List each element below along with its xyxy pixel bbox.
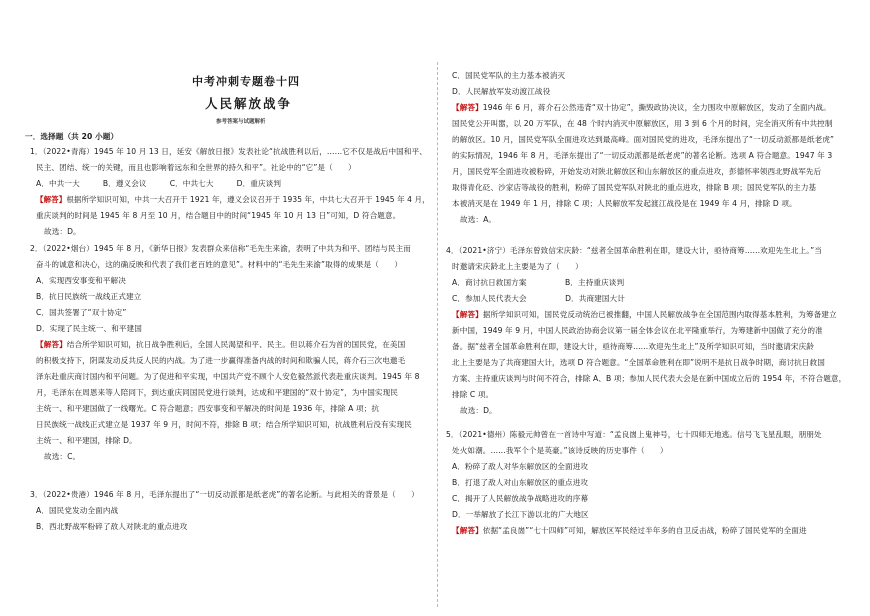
answer-text: 1946 年 6 月，蒋介石公然违背“双十协定”，撕毁政协决议，全力围攻中原解放区，发动了全面内战。 [482,103,831,112]
answer-line [36,340,405,350]
text-line: 国民党公开叫嚣，以 20 万军队，在 48 个时内消灭中原解放区，用 3 到 6 个月的时间，完全消灭所有中共控制 [452,119,833,128]
option-line: C．国民党军队的主力基本被消灭 [452,71,566,80]
choice-line: 故选：C。 [44,452,81,461]
option-line: D．一举解放了长江下游以北的广大地区 [452,510,589,519]
text-line: 时邀请宋庆龄北上主要是为了（ ） [452,262,583,271]
text-line: 北上主要是为了共商建国大计，选项 D 符合题意。“全国革命胜利在即”说明不是抗日战争时期，商讨抗日救国 [452,358,825,367]
section-heading: 一．选择题（共 20 小题） [25,132,119,141]
text-line: 民主、团结、统一的关键，而且也影响着远东和全世界的持久和平”。社论中的“它”是（ ） [36,163,356,172]
option-line: A．粉碎了敌人对华东解放区的全面进攻 [452,462,589,471]
text-line: 3．（2022•贵港）1946 年 8 月，毛泽东提出了“一切反动派都是纸老虎”的著名论断。与此相关的背景是（ ） [30,490,419,499]
option-line: B．打退了敌人对山东解放区的重点进攻 [452,478,589,487]
text-line: 月，毛泽东在周恩来等人陪同下，到达重庆同国民党进行谈判，达成和平建国的“双十协定”，为中国实现民 [36,388,398,397]
answer-tag: 【解答】 [452,310,483,319]
text-line: 的解放区。10 月，国民党军队全面进攻达到最高峰。面对国民党的进攻，毛泽东提出了“一切反动派都是纸老虎” [452,135,835,144]
text-line: 重庆谈判的时间是 1945 年 8 月至 10 月，结合题目中的时间“1945 年 10 月 13 日”可知，D 符合题意。 [36,211,401,220]
option-line: A．中共一大 B．遵义会议 C．中共七大 D．重庆谈判 [36,179,282,188]
option-line: D．人民解放军发动渡江战役 [452,87,551,96]
text-line: 排除 C 项。 [452,390,494,399]
doc-note: 参考答案与试题解析 [216,119,266,125]
text-line: 泽东赴重庆商讨国内和平问题。为了促进和平实现，中国共产党不顾个人安危毅然派代表赴重庆谈判。1945 年 8 [36,372,420,381]
answer-line [36,195,430,205]
option-line: C．国共签署了“双十协定” [36,308,127,317]
answer-text: 结合所学知识可知，抗日战争胜利后，全国人民渴望和平、民主。但以蒋介石为首的国民党，在美国 [66,340,406,349]
text-line: 日民族统一战线正式建立是 1937 年 9 月，时间不符，排除 B 项；结合所学知识可知，抗战胜利后没有实现民 [36,420,412,429]
answer-line [452,526,807,536]
doc-subtitle: 人民解放战争 [205,96,293,111]
text-line: 主统一、和平建国，排除 D。 [36,436,137,445]
answer-line [452,103,831,113]
text-line: 方案、主持重庆谈判与时间不符合，排除 A、B 项；参加人民代表大会是在新中国成立后的 1954 年，不符合题意， [452,374,847,383]
text-line: 备。据“兹者全国革命胜利在即，建设大计，亟待商筹……欢迎先生北上”及所学知识可知，当时邀请宋庆龄 [452,342,814,351]
text-line: 5．（2021•德州）陈毅元帅曾在一首诗中写道：“孟良崮上鬼神号，七十四师无地逃。信号飞飞星乱眼，朋朋处 [446,430,822,439]
option-line: C．揭开了人民解放战争战略进攻的序幕 [452,494,589,503]
answer-line [452,310,837,320]
answer-tag: 【解答】 [452,526,483,535]
text-line: 主统一、和平建国做了一线曙光。C 符合题意；西安事变和平解决的时间是 1936 年，排除 A 项；抗 [36,404,380,413]
text-line: 1．（2022•青海）1945 年 10 月 13 日，延安《解放日报》发表社论“抗战胜利以后，……它不仅是战后中国和平、 [30,147,427,156]
text-line: 奋斗的诚意和决心，这的确反映和代表了我们老百姓的意见”。材料中的“毛先生来渝”取得的成果是（ ） [36,260,403,269]
option-line: A．实现西安事变和平解决 [36,276,126,285]
option-line: A．国民党发动全面内战 [36,506,119,515]
answer-text: 据所学知识可知，国民党反动统治已被推翻，中国人民解放战争在全国范围内取得基本胜利，为筹备建立 [482,310,837,319]
text-line: 本被消灭是在 1949 年 1 月，排除 C 项；人民解放军发起渡江战役是在 1949 年 4 月，排除 D 项。 [452,199,797,208]
doc-title: 中考冲刺专题卷十四 [192,75,300,88]
option-line: B．抗日民族统一战线正式建立 [36,292,142,301]
answer-text: 依据“孟良崮”“七十四师”可知，解放区军民经过半年多的自卫反击战，粉碎了国民党军的全面进 [482,526,807,535]
answer-text: 根据所学知识可知，中共一大召开于 1921 年，遵义会议召开于 1935 年，中共七大召开于 1945 年 4 月， [66,195,430,204]
text-line: 2．（2022•烟台）1945 年 8 月，《新华日报》发表群众来信称“毛先生来渝，表明了中共为和平、团结与民主而 [30,244,412,253]
text-line: 4．（2021•济宁）毛泽东曾致信宋庆龄：“兹者全国革命胜利在即，建设大计，亟待商筹……欢迎先生北上。”当 [446,246,822,255]
text-line: 取得青化砭、沙家店等战役的胜利，粉碎了国民党军队对陕北的重点进攻，排除 B 项；国民党军队的主力基 [452,183,817,192]
option-line: A．商讨抗日救国方案 B．主持重庆谈判 [452,278,625,287]
option-line: C．参加人民代表大会 D．共商建国大计 [452,294,625,303]
answer-tag: 【解答】 [36,340,67,349]
text-line: 新中国，1949 年 9 月，中国人民政治协商会议第一届全体会议在北平隆重举行，为筹建新中国做了充分的准 [452,326,823,335]
choice-line: 故选：D。 [460,406,497,415]
text-line: 的积极支持下，阴谋发动反共反人民的内战。为了进一步赢得准备内战的时间和欺骗人民，蒋介石三次电邀毛 [36,356,406,365]
text-line: 处火如潮。……我军个个是英豪。”该诗反映的历史事件（ ） [452,446,668,455]
option-line: D．实现了民主统一、和平建国 [36,324,142,333]
column-divider [437,62,438,607]
answer-tag: 【解答】 [36,195,67,204]
text-line: 月，国民党军全面进攻被粉碎，开始发动对陕北解放区和山东解放区的重点进攻，彭德怀率领西北野战军先后 [452,167,822,176]
text-line: 的实际情况，1946 年 8 月，毛泽东提出了“一切反动派都是纸老虎”的著名论断。选项 A 符合题意。1947 年 3 [452,151,833,160]
choice-line: 故选：D。 [44,227,81,236]
choice-line: 故选：A。 [460,215,497,224]
answer-tag: 【解答】 [452,103,483,112]
option-line: B．西北野战军粉碎了敌人对陕北的重点进攻 [36,522,188,531]
